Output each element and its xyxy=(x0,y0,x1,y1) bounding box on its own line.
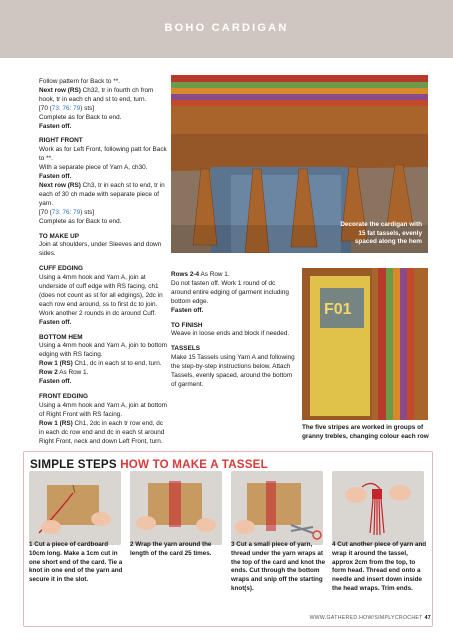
step-3-photo xyxy=(231,471,323,545)
right-front-heading: RIGHT FRONT xyxy=(39,137,83,145)
back-section: Follow pattern for Back to **. Next row (RS) Ch32, tr in fourth ch from hook, tr in each ch and st to end, turn. [70 (73: 76: 79) sts] Complete as for Back to end. Fasten off. xyxy=(39,78,154,130)
tassel-hem-photo xyxy=(171,75,428,253)
shirt-text: F01 xyxy=(324,301,352,318)
page-title: BOHO CARDIGAN xyxy=(164,22,289,34)
bottom-hem-heading: BOTTOM HEM xyxy=(39,333,83,341)
wrap-card-illustration xyxy=(130,471,222,545)
cuff-edging-section: CUFF EDGING Using a 4mm hook and Yarn A, join at underside of cuff edge with RS facing, ch1 (does not count as st for all edgings), 2dc in each row end around, ss to first dc to join. Work another 2 rounds in dc around Cuff. Fasten off. xyxy=(39,265,167,327)
step-2-text: 2 Wrap the yarn around the length of the card 25 times. xyxy=(130,541,212,557)
stripes-photo xyxy=(302,268,428,420)
tassels-section: TASSELS Make 15 Tassels using Yarn A and following the step-by-step instructions below. Attach Tassels, evenly spaced, around the bottom of garment. xyxy=(171,345,295,388)
middle-column xyxy=(171,271,295,396)
rows-section: Rows 2-4 As Row 1. Do not fasten off. Work 1 round of dc around entire edging of garment including bottom edge. Fasten off. xyxy=(171,271,289,314)
bottom-photo-caption: The five stripes are worked in groups of granny trebles, changing colour each row xyxy=(302,424,429,440)
step-1-text: 1 Cut a piece of cardboard 10cm long. Make a 1cm cut in one short end of the card. Tie a knot in one end of the yarn and secure it in the slot. xyxy=(29,541,123,584)
page-header xyxy=(0,0,453,58)
cut-wraps-illustration xyxy=(231,471,323,545)
tassels-heading: TASSELS xyxy=(171,345,200,353)
step-2-photo xyxy=(130,471,222,545)
step-3-text: 3 Cut a small piece of yarn, thread under the yarn wraps at the top of the card and knot the ends. Cut through the bottom wraps and snip off the starting knot(s). xyxy=(231,541,326,592)
page-number: 47 xyxy=(424,615,431,621)
step-1-photo xyxy=(29,471,121,545)
make-up-section: TO MAKE UP Join at shoulders, under Sleeves and down sides. xyxy=(39,233,167,260)
left-column xyxy=(39,78,167,452)
make-up-heading: TO MAKE UP xyxy=(39,232,80,240)
page-footer xyxy=(0,615,431,621)
top-photo-caption: Decorate the cardigan with 15 fat tassels, evenly spaced along the hem xyxy=(340,221,422,246)
front-edging-heading: FRONT EDGING xyxy=(39,393,88,400)
cuff-edging-heading: CUFF EDGING xyxy=(39,265,84,273)
simple-steps-title: SIMPLE STEPS HOW TO MAKE A TASSEL xyxy=(30,458,268,471)
bottom-hem-section: BOTTOM HEM Using a 4mm hook and Yarn A, join to bottom edging with RS facing. Row 1 (RS) Ch1, dc in each st to end, turn. Row 2 As Row 1. Fasten off. xyxy=(39,333,168,386)
card-slot-illustration xyxy=(29,471,121,545)
finished-tassel-illustration xyxy=(332,471,424,545)
finish-heading: TO FINISH xyxy=(171,321,203,329)
front-edging-section: FRONT EDGING Using a 4mm hook and Yarn A, join at bottom of Right Front with RS facing. Row 1 (RS) Ch1, 2dc in each tr row end, dc in each dc row end and dc in each st around Right Front, neck and down Left Front, turn. xyxy=(39,393,168,445)
stripes-illustration xyxy=(302,268,428,420)
step-4-text: 4 Cut another piece of yarn and wrap it around the tassel, approx 2cm from the top, to form head. Thread end onto a needle and insert down inside the head wraps. Trim ends. xyxy=(332,541,427,592)
footer-url[interactable]: WWW.GATHERED.HOW/SIMPLYCROCHET xyxy=(309,615,423,621)
right-front-section: RIGHT FRONT Work as for Left Front, following patt for Back to **. With a separate piece of Yarn A, ch30. Fasten off. Next row (RS) Ch3, tr in each st to end, tr in each of 30 ch made with separate piece of yarn. [70 (73: 76: 79) sts] Complete as for Back to end. xyxy=(39,137,167,225)
step-4-photo xyxy=(332,471,424,545)
finish-section: TO FINISH Weave in loose ends and block if needed. xyxy=(171,322,295,340)
